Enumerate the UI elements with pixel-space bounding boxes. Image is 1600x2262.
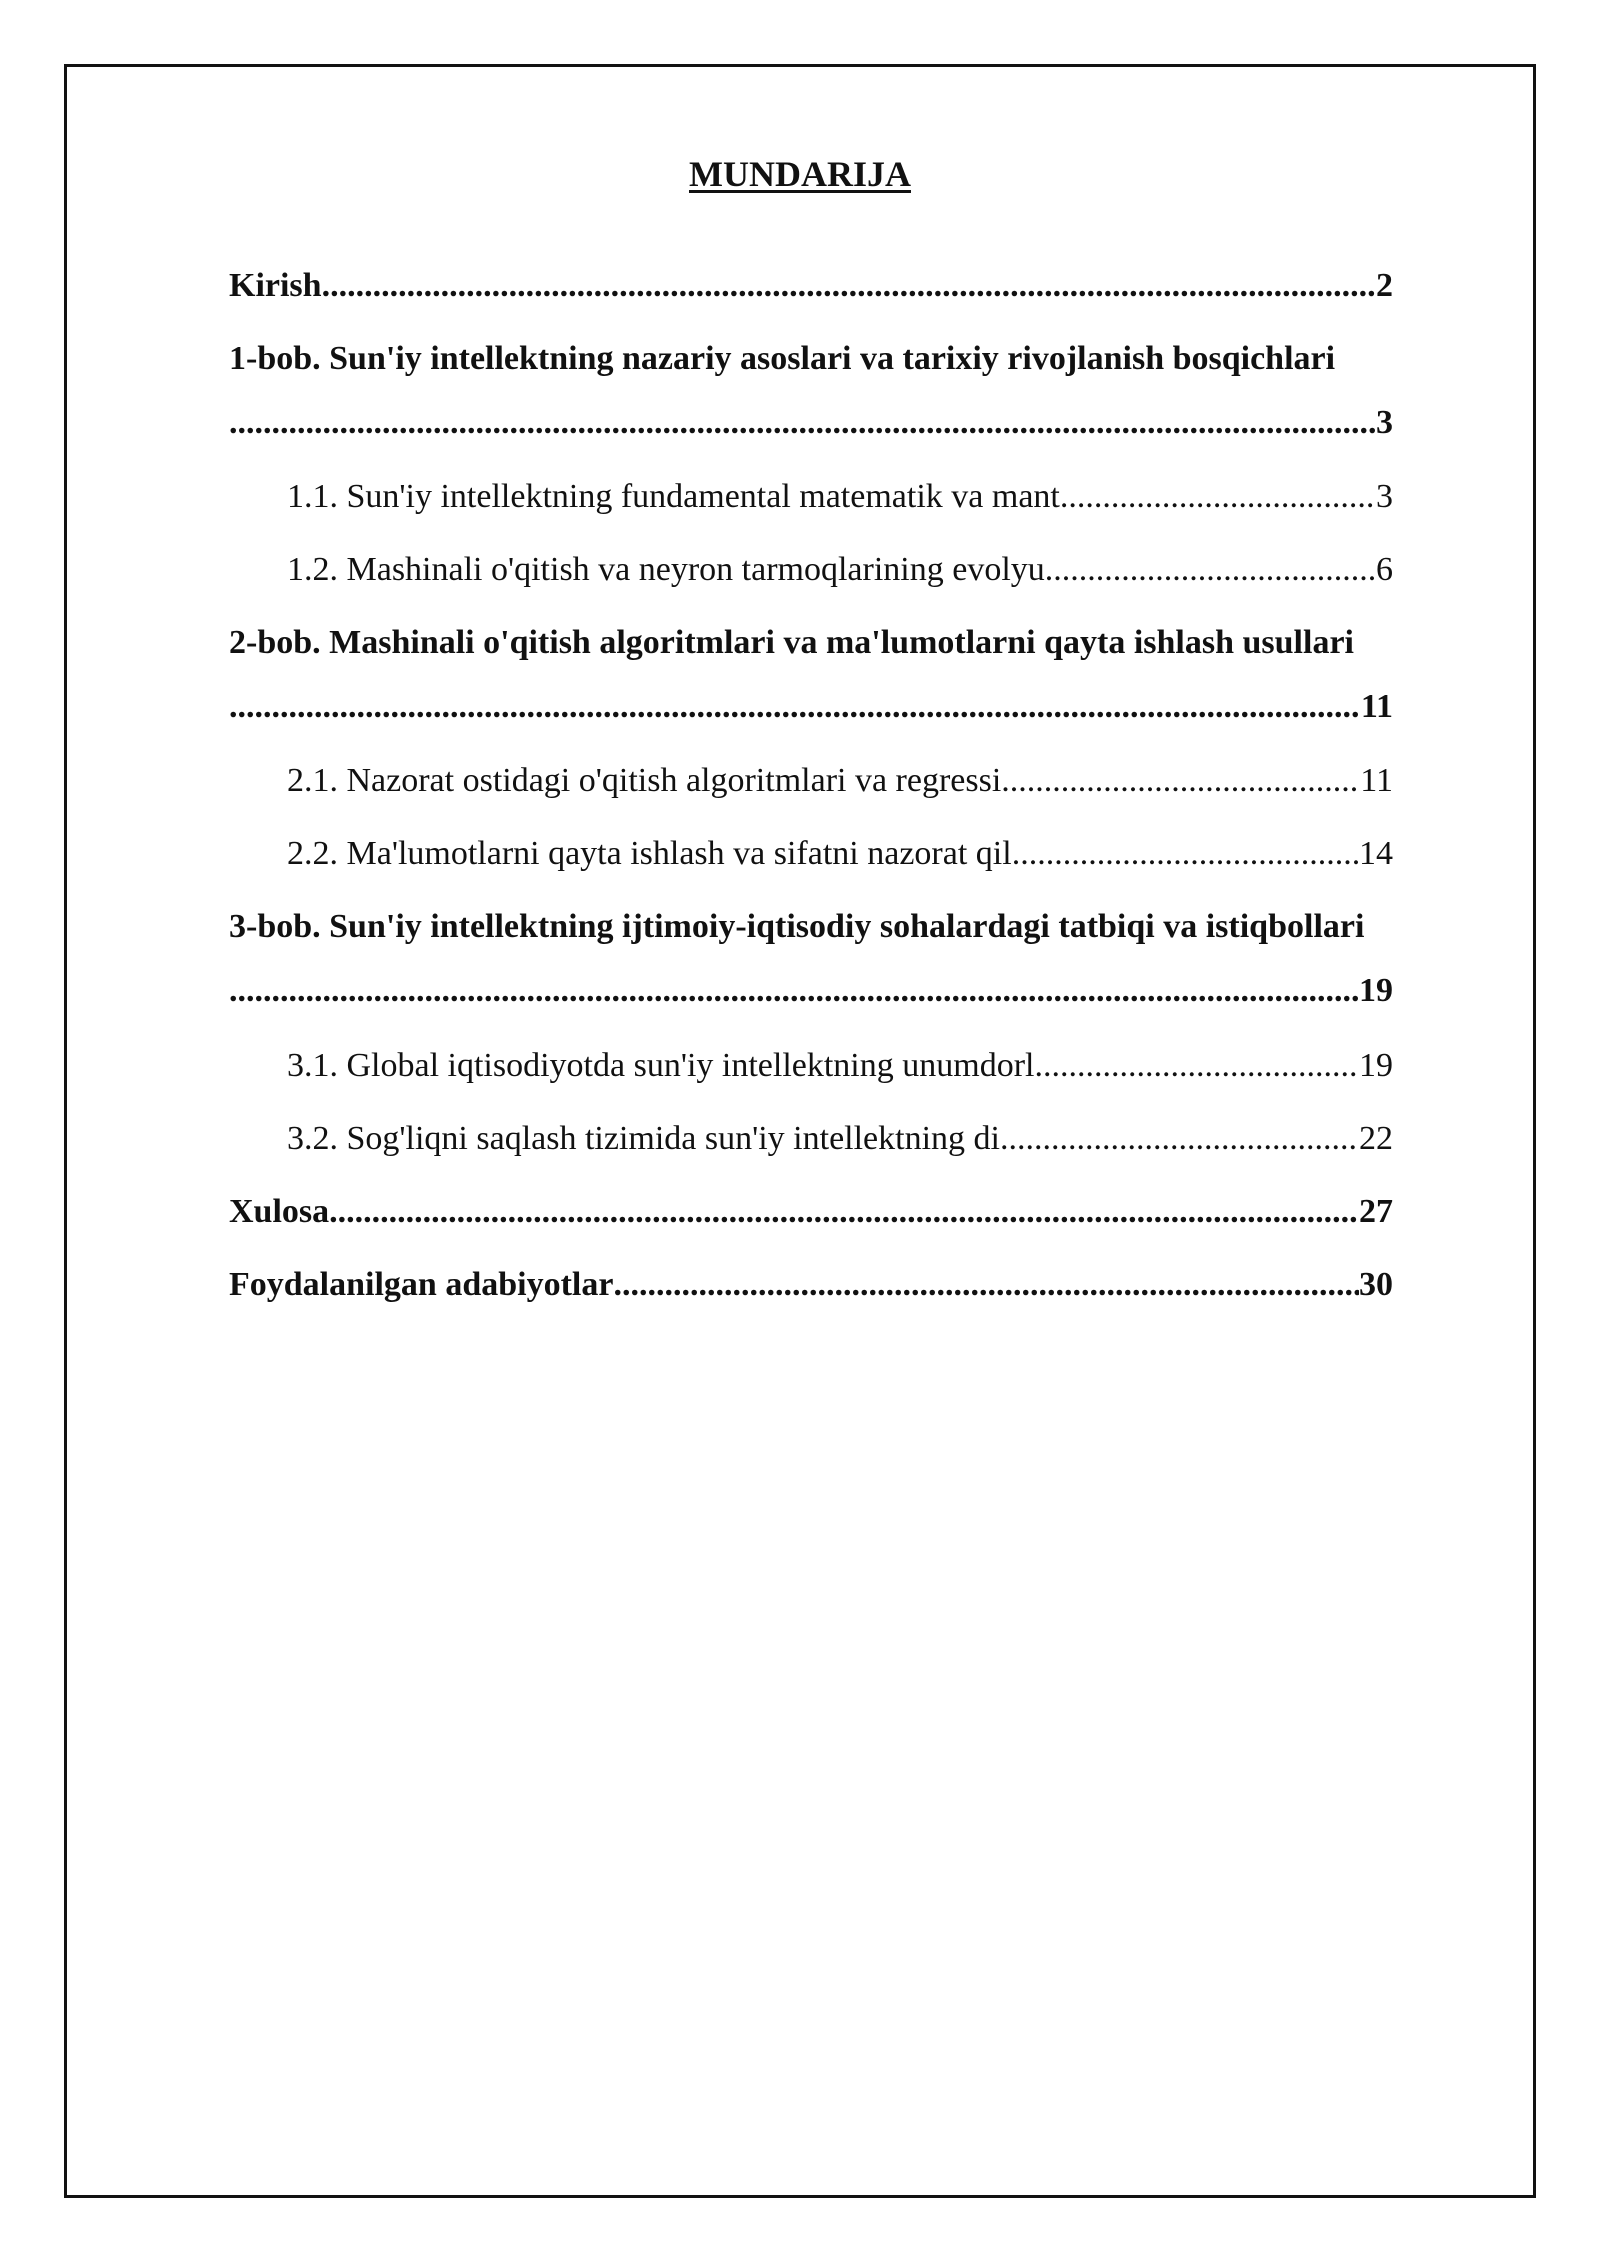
toc-leader-dots (229, 399, 1376, 447)
toc-page-number: 11 (1360, 688, 1393, 725)
toc-page-number: 3 (1376, 478, 1393, 515)
toc-entry-section-2-1[interactable] (287, 757, 1393, 805)
toc-leader-dots (1045, 546, 1376, 594)
toc-leader-dots (1060, 473, 1376, 521)
toc-entry-label: Kirish (229, 267, 322, 304)
toc-leader-dots (1001, 757, 1360, 805)
toc-entry-kirish[interactable] (229, 262, 1393, 310)
toc-entry-chapter-1[interactable] (229, 335, 1393, 447)
toc-leader-dots (229, 683, 1361, 731)
toc-page-number: 19 (1359, 1047, 1393, 1084)
toc-entry-section-1-2[interactable] (287, 546, 1393, 594)
toc-entry-references[interactable] (229, 1261, 1393, 1309)
toc-leader-dots (229, 967, 1359, 1015)
toc-page-number: 30 (1359, 1266, 1393, 1303)
toc-page-number: 19 (1359, 972, 1393, 1009)
toc-leader-dots (1012, 830, 1359, 878)
toc-entry-chapter-2[interactable] (229, 619, 1393, 731)
toc-entry-label: Xulosa (229, 1193, 330, 1230)
toc-entry-chapter-3[interactable] (229, 903, 1393, 1015)
toc-page-number: 11 (1360, 762, 1393, 799)
toc-entry-label: 3.1. Global iqtisodiyotda sun'iy intellektning unumdorl (287, 1047, 1035, 1084)
toc-entry-label: 2.1. Nazorat ostidagi o'qitish algoritmlari va regressi (287, 762, 1002, 799)
toc-entry-label: 3-bob. Sun'iy intellektning ijtimoiy-iqtisodiy sohalardagi tatbiqi va istiqbollari (229, 908, 1365, 945)
toc-leader-dots (1000, 1115, 1359, 1163)
toc-leader-dots (613, 1261, 1359, 1309)
toc-entry-label: 1.1. Sun'iy intellektning fundamental matematik va mant (287, 478, 1060, 515)
toc-entry-label: 2-bob. Mashinali o'qitish algoritmlari va ma'lumotlarni qayta ishlash usullari (229, 624, 1354, 661)
toc-leader-dots (1034, 1042, 1359, 1090)
toc-page-number: 27 (1359, 1193, 1393, 1230)
toc-entry-section-1-1[interactable] (287, 473, 1393, 521)
toc-entry-label: Foydalanilgan adabiyotlar (229, 1266, 614, 1303)
toc-leader-dots (329, 1188, 1359, 1236)
toc-page-number: 2 (1376, 267, 1393, 304)
toc-entry-xulosa[interactable] (229, 1188, 1393, 1236)
toc-page-number: 22 (1359, 1120, 1393, 1157)
toc-entry-section-3-2[interactable] (287, 1115, 1393, 1163)
toc-entry-label: 1-bob. Sun'iy intellektning nazariy asoslari va tarixiy rivojlanish bosqichlari (229, 340, 1336, 377)
toc-entry-label: 2.2. Ma'lumotlarni qayta ishlash va sifatni nazorat qil (287, 835, 1012, 872)
toc-page-number: 6 (1376, 551, 1393, 588)
toc-entry-section-2-2[interactable] (287, 830, 1393, 878)
toc-entry-label: 3.2. Sog'liqni saqlash tizimida sun'iy intellektning di (287, 1120, 1000, 1157)
toc-entry-section-3-1[interactable] (287, 1042, 1393, 1090)
toc-page-number: 14 (1359, 835, 1393, 872)
toc-entry-label: 1.2. Mashinali o'qitish va neyron tarmoqlarining evolyu (287, 551, 1045, 588)
toc-title: MUNDARIJA (689, 154, 911, 194)
toc-page-number: 3 (1376, 404, 1393, 441)
toc-leader-dots (322, 262, 1376, 310)
